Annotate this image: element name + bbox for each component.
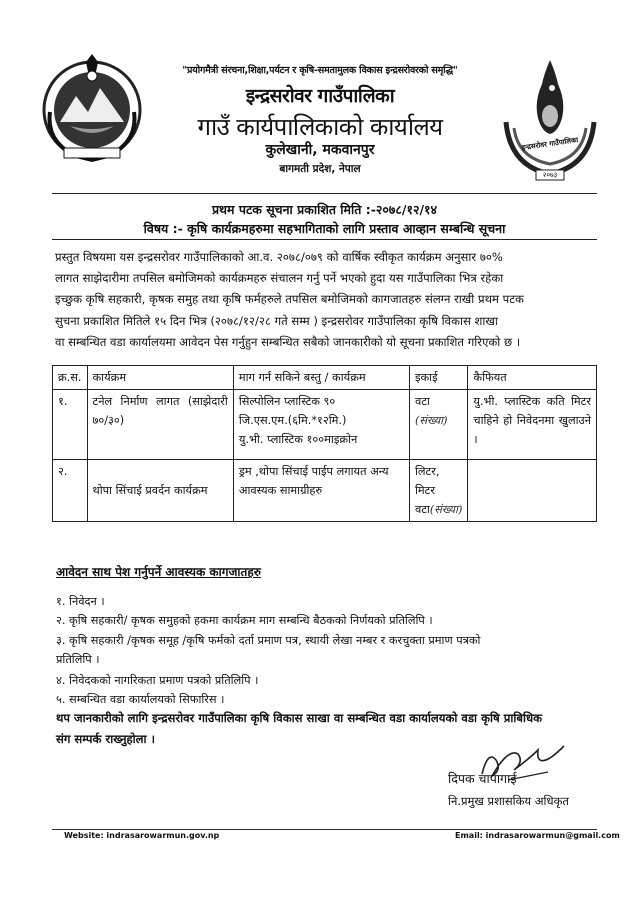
requirements-title: आवेदन साथ पेश गर्नुपर्ने आवस्यक कागजातहरु xyxy=(56,565,261,579)
signatory-title: नि.प्रमुख प्रशासकिय अधिकृत xyxy=(448,794,569,808)
table-row xyxy=(53,460,597,522)
unit-text: लिटर, xyxy=(414,465,440,478)
office-name: गाउँ कार्यपालिकाको कार्यालय xyxy=(197,113,443,141)
unit-text: मिटर xyxy=(414,484,435,497)
body-line: वा सम्बन्धित वडा कार्यालयमा आवेदन पेस गर्नुहुन सम्बन्धित सबैको जानकारीको यो सूचना प्रकाशित गरिएको छ । xyxy=(55,334,521,349)
requirement-item: प्रतिलिपि । xyxy=(56,653,100,666)
requirement-item: ५. सम्बन्धित वडा कार्यालयको सिफारिस । xyxy=(56,693,225,706)
footer-divider xyxy=(52,829,597,830)
signatory-name: दिपक चापागाई xyxy=(448,771,517,786)
publication-date: प्रथम पटक सूचना प्रकाशित मिति :-२०७८/१२/१४ xyxy=(211,202,438,217)
header-divider xyxy=(52,193,597,194)
subject-divider xyxy=(52,239,597,240)
table-header-cell: कैफियत xyxy=(468,366,597,390)
row-unit xyxy=(409,390,467,460)
body-line: इच्छुक कृषि सहकारी, कृषक समुह तथा कृषि फर्महरुले तपसिल बमोजिमको कागजातहरु संलग्न राखी प्रथम पटक xyxy=(55,292,524,307)
requirement-item: १. निवेदन । xyxy=(56,595,105,608)
closing-line: संग सम्पर्क राख्नुहोला । xyxy=(56,732,155,746)
item-line: यु.भी. प्लास्टिक १००माइक्रोन xyxy=(238,433,358,446)
right-emblem-year: २०७३ xyxy=(542,171,558,179)
municipality-name: इन्द्रसरोवर गाउँपालिका xyxy=(245,85,395,107)
row-items xyxy=(233,390,409,460)
table-header-cell: क्र.स. xyxy=(53,366,88,390)
row-unit xyxy=(409,460,467,522)
table-row xyxy=(53,390,597,460)
notice-subject: विषय :- कृषि कार्यक्रमहरुमा सहभागिताको लागि प्रस्ताव आव्हान सम्बन्धि सूचना xyxy=(143,221,506,236)
footer-email: Email: indrasarowarmun@gmail.com xyxy=(455,831,620,840)
unit-text xyxy=(415,500,462,519)
row-program: टनेल निर्माण लागत (साझेदारी ७०/३०) xyxy=(87,390,233,460)
program-table xyxy=(52,365,597,522)
item-line: सिल्पोलिन प्लास्टिक ९० xyxy=(238,395,336,408)
requirement-item: ३. कृषि सहकारी /कृषक समूह /कृषि फर्मको दर्ता प्रमाण पत्र, स्थायी लेखा नम्बर र करचुक्ता प्रमाण पत्रको xyxy=(56,634,481,647)
unit-handwritten: (संख्या) xyxy=(429,503,463,516)
body-line: प्रस्तुत विषयमा यस इन्द्रसरोवर गाउँपालिकाको आ.व. २०७८/०७९ को वार्षिक स्वीकृत कार्यक्रम अनुसार ७०% xyxy=(55,250,503,264)
address-line-2: बागमती प्रदेश, नेपाल xyxy=(279,163,361,175)
row-program: थोपा सिंचाई प्रवर्दन कार्यक्रम xyxy=(87,460,233,522)
row-remarks xyxy=(468,460,597,522)
unit-handwritten: (संख्या) xyxy=(414,414,448,427)
table-header-cell: इकाई xyxy=(409,366,467,390)
table-header-row xyxy=(53,366,597,390)
row-items: ड्रम ,थोपा सिंचाई पाईप लगायत अन्य आवस्यक सामाग्रीहरु xyxy=(233,460,409,522)
address-line-1: कुलेखानी, मकवानपुर xyxy=(265,142,375,158)
motto: "प्रयोगमैत्री संरचना,शिक्षा,पर्यटन र कृषि-समतामुलक विकास इन्द्रसरोवरको समृद्धि" xyxy=(182,65,458,76)
notice-body xyxy=(55,247,595,353)
unit-text: वटा xyxy=(414,395,430,408)
body-line: लागत साझेदारीमा तपसिल बमोजिमको कार्यक्रमहरु संचालन गर्नु पर्ने भएको हुदा यस गाउँपालिका भित्र रहेका xyxy=(55,271,504,286)
row-remarks: यु.भी. प्लास्टिक कति मिटर चाहिने हो निवेदनमा खुलाउने । xyxy=(468,390,597,460)
row-sn: २. xyxy=(53,460,88,522)
requirement-item: २. कृषि सहकारी/ कृषक समुहको हकमा कार्यक्रम माग सम्बन्धि बैठकको निर्णयको प्रतिलिपि । xyxy=(56,614,433,627)
table-header-cell: कार्यक्रम xyxy=(87,366,233,390)
row-sn: १. xyxy=(53,390,88,460)
requirement-item: ४. निवेदकको नागरिकता प्रमाण पत्रको प्रतिलिपि । xyxy=(56,674,259,687)
nepal-government-emblem-icon xyxy=(36,52,148,164)
item-line: जि.एस.एम.(६मि.*१२मि.) xyxy=(238,414,347,427)
table-header-cell: माग गर्न सकिने बस्तु / कार्यक्रम xyxy=(233,366,409,390)
closing-line: थप जानकारीको लागि इन्द्रसरोवर गाउँपालिका कृषि विकास साखा वा सम्बन्धित वडा कार्यालयको वडा कृषि प्राबिधिक xyxy=(56,711,542,725)
unit-text: वटा xyxy=(414,503,430,516)
body-line: सुचना प्रकाशित मितिले १५ दिन भित्र (२०७८/१२/२८ गते सम्म ) इन्द्रसरोवर गाउँपालिका कृषि विकास शाखा xyxy=(55,313,498,328)
footer-website: Website: indrasarowarmun.gov.np xyxy=(64,831,220,840)
right-emblem-text: इन्द्रसरोवर गाउँपालिका xyxy=(521,136,579,152)
water-drop-logo-icon xyxy=(500,58,600,186)
